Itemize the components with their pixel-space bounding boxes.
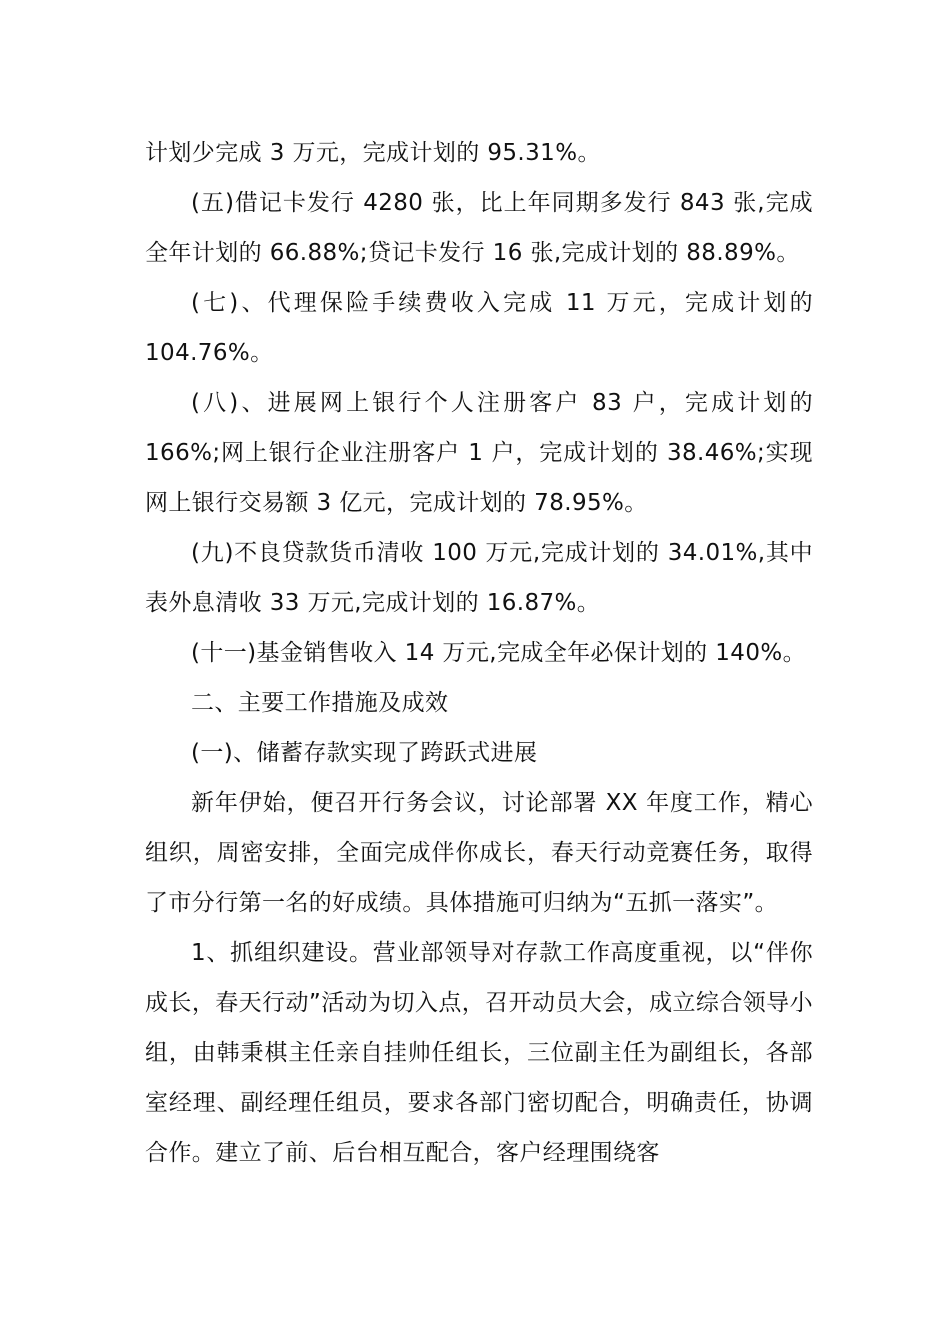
paragraph-new-year-meeting: 新年伊始，便召开行务会议，讨论部署 XX 年度工作，精心组织，周密安排，全面完成伴你成长，春天行动竞赛任务，取得了市分行第一名的好成绩。具体措施可归纳为“五抓一落实”。 xyxy=(145,790,813,916)
paragraph-debit-card: (五)借记卡发行 4280 张，比上年同期多发行 843 张,完成全年计划的 66.88%;贷记卡发行 16 张,完成计划的 88.89%。 xyxy=(145,190,813,266)
paragraph-organization-building: 1、抓组织建设。营业部领导对存款工作高度重视，以“伴你成长，春天行动”活动为切入点，召开动员大会，成立综合领导小组，由韩秉棋主任亲自挂帅任组长，三位副主任为副组长，各部室经理、副经理任组员，要求各部门密切配合，明确责任，协调合作。建立了前、后台相互配合，客户经理围绕客 xyxy=(145,940,813,1166)
subsection-heading-savings: (一)、储蓄存款实现了跨跃式进展 xyxy=(191,740,538,766)
paragraph-fund-sales: (十一)基金销售收入 14 万元,完成全年必保计划的 140%。 xyxy=(191,640,807,666)
document-body xyxy=(145,128,813,1178)
paragraph-online-banking: (八)、进展网上银行个人注册客户 83 户，完成计划的 166%;网上银行企业注册客户 1 户，完成计划的 38.46%;实现网上银行交易额 3 亿元，完成计划的 78.95%。 xyxy=(145,390,813,516)
section-heading-measures: 二、主要工作措施及成效 xyxy=(191,690,449,716)
paragraph-plan-shortfall: 计划少完成 3 万元，完成计划的 95.31%。 xyxy=(145,140,601,166)
paragraph-bad-loan-recovery: (九)不良贷款货币清收 100 万元,完成计划的 34.01%,其中表外息清收 33 万元,完成计划的 16.87%。 xyxy=(145,540,813,616)
paragraph-insurance-fee: (七)、代理保险手续费收入完成 11 万元，完成计划的 104.76%。 xyxy=(145,290,813,366)
